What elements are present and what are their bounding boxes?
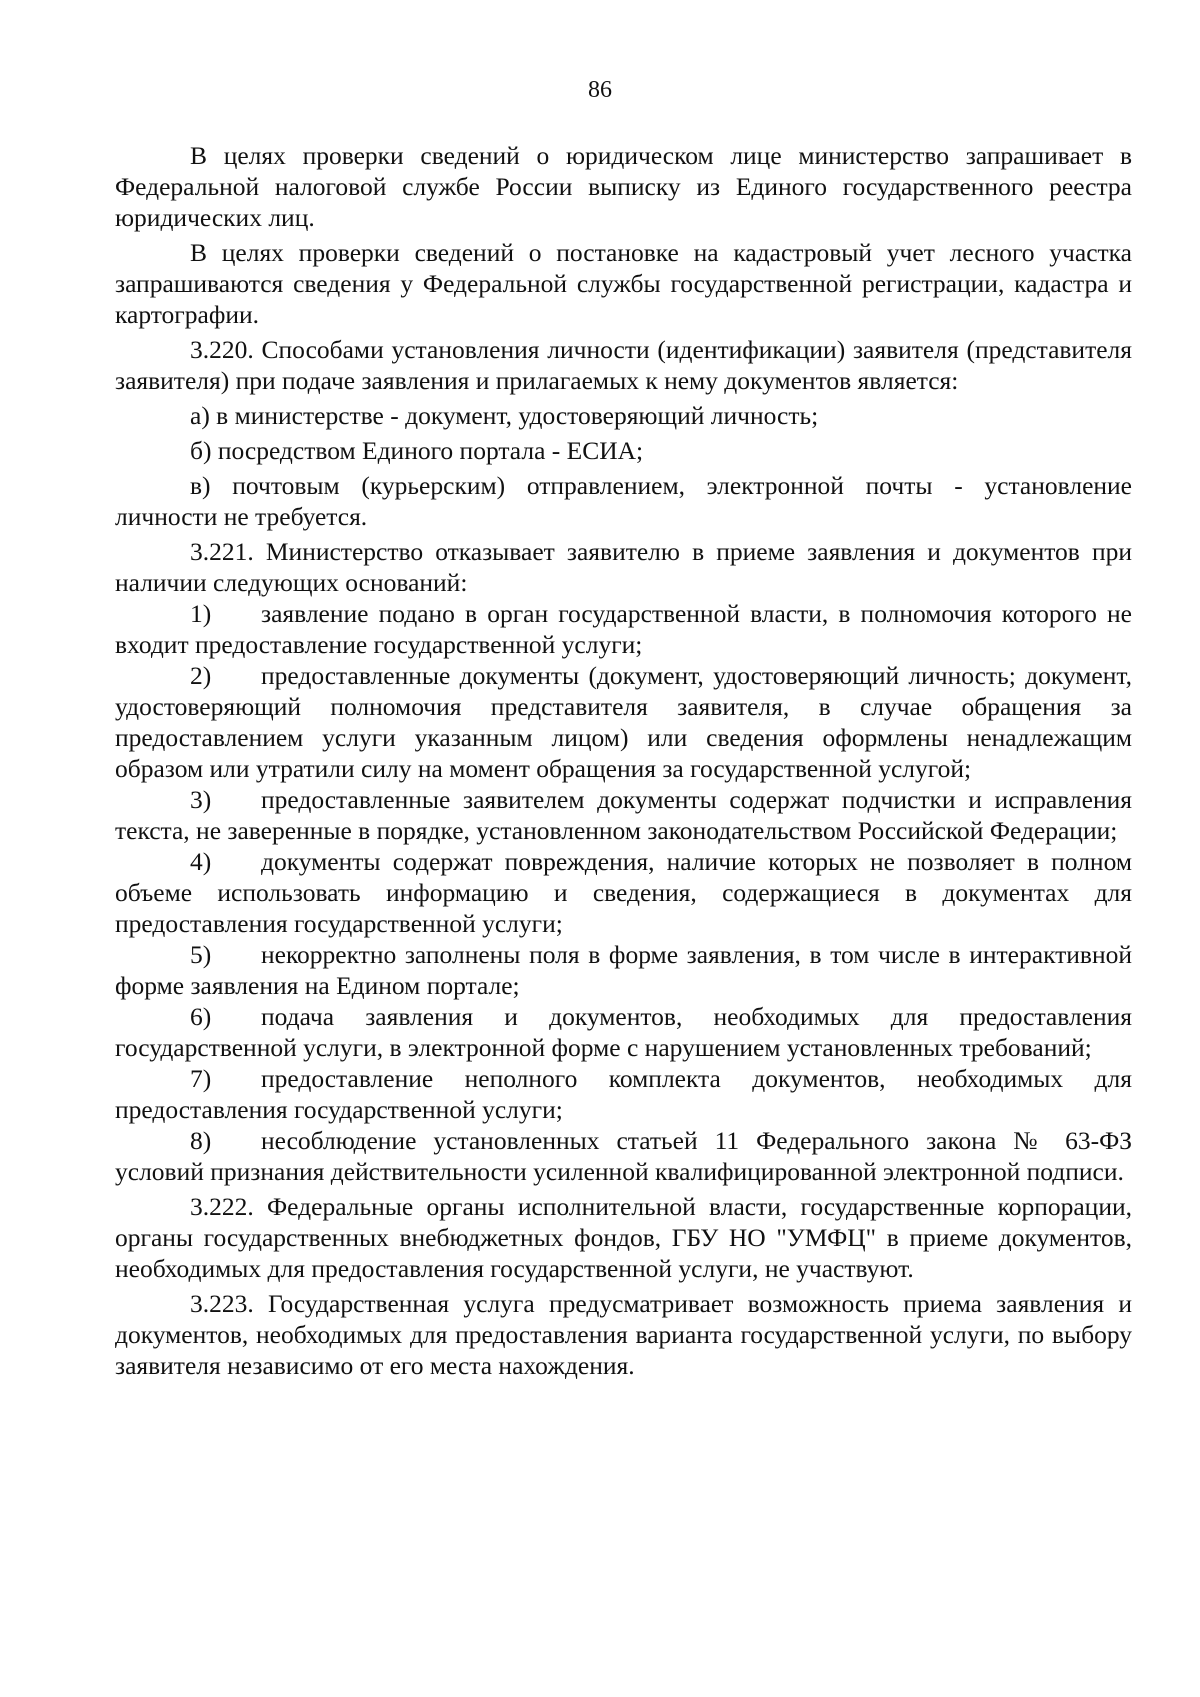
page-number: 86 [588, 77, 612, 103]
paragraph-3-220: 3.220. Способами установления личности (идентификации) заявителя (представителя заявителя) при подаче заявления и прилагаемых к нему документов является: [115, 335, 1132, 395]
refusal-ground-3 [115, 784, 1132, 846]
item-number: 7) [190, 1064, 212, 1093]
paragraph-cadastral-check: В целях проверки сведений о постановке на кадастровый учет лесного участка запрашиваются сведения у Федеральной службы государственной регистрации, кадастра и картографии. [115, 238, 1132, 329]
item-text: подача заявления и документов, необходимых для предоставления государственной услуги, в электронной форме с нарушением установленных требований; [115, 1002, 1132, 1062]
item-number: 3) [190, 785, 212, 814]
item-number: 1) [190, 599, 212, 628]
item-text: предоставленные документы (документ, удостоверяющий личность; документ, удостоверяющий полномочия представителя заявителя, в случае обращения за предоставлением услуги указанным лицом) или сведения оформлены ненадлежащим образом или утратили силу на момент обращения за государственной услугой; [115, 661, 1132, 783]
refusal-ground-4 [115, 846, 1132, 939]
paragraph-3-222: 3.222. Федеральные органы исполнительной власти, государственные корпорации, органы государственных внебюджетных фондов, ГБУ НО "УМФЦ" в приеме документов, необходимых для предоставления государственной услуги, не участвуют. [115, 1192, 1132, 1283]
refusal-ground-5 [115, 939, 1132, 1001]
refusal-ground-6 [115, 1001, 1132, 1063]
refusal-ground-7 [115, 1063, 1132, 1125]
item-text: предоставленные заявителем документы содержат подчистки и исправления текста, не заверенные в порядке, установленном законодательством Российской Федерации; [115, 785, 1132, 845]
item-number: 2) [190, 661, 212, 690]
paragraph-legal-entity-check: В целях проверки сведений о юридическом лице министерство запрашивает в Федеральной налоговой службе России выписку из Единого государственного реестра юридических лиц. [115, 141, 1132, 232]
item-text: заявление подано в орган государственной власти, в полномочия которого не входит предоставление государственной услуги; [115, 599, 1132, 659]
identification-item-c: в) почтовым (курьерским) отправлением, электронной почты - установление личности не требуется. [115, 471, 1132, 531]
paragraph-3-221: 3.221. Министерство отказывает заявителю в приеме заявления и документов при наличии следующих оснований: [115, 537, 1132, 597]
document-body [115, 140, 1132, 1381]
identification-item-a: а) в министерстве - документ, удостоверяющий личность; [190, 401, 819, 430]
item-number: 5) [190, 940, 212, 969]
item-text: документы содержат повреждения, наличие которых не позволяет в полном объеме использовать информацию и сведения, содержащиеся в документах для предоставления государственной услуги; [115, 847, 1132, 938]
item-number: 8) [190, 1126, 212, 1155]
paragraph-3-223: 3.223. Государственная услуга предусматривает возможность приема заявления и документов, необходимых для предоставления варианта государственной услуги, по выбору заявителя независимо от его места нахождения. [115, 1289, 1132, 1380]
refusal-ground-1 [115, 598, 1132, 660]
item-text: некорректно заполнены поля в форме заявления, в том числе в интерактивной форме заявления на Едином портале; [115, 940, 1132, 1000]
item-text: несоблюдение установленных статьей 11 Федерального закона № 63-ФЗ условий признания действительности усиленной квалифицированной электронной подписи. [115, 1126, 1132, 1186]
refusal-ground-2 [115, 660, 1132, 784]
item-text: предоставление неполного комплекта документов, необходимых для предоставления государственной услуги; [115, 1064, 1132, 1124]
identification-item-b: б) посредством Единого портала - ЕСИА; [190, 436, 644, 465]
refusal-ground-8 [115, 1125, 1132, 1187]
item-number: 6) [190, 1002, 212, 1031]
item-number: 4) [190, 847, 212, 876]
